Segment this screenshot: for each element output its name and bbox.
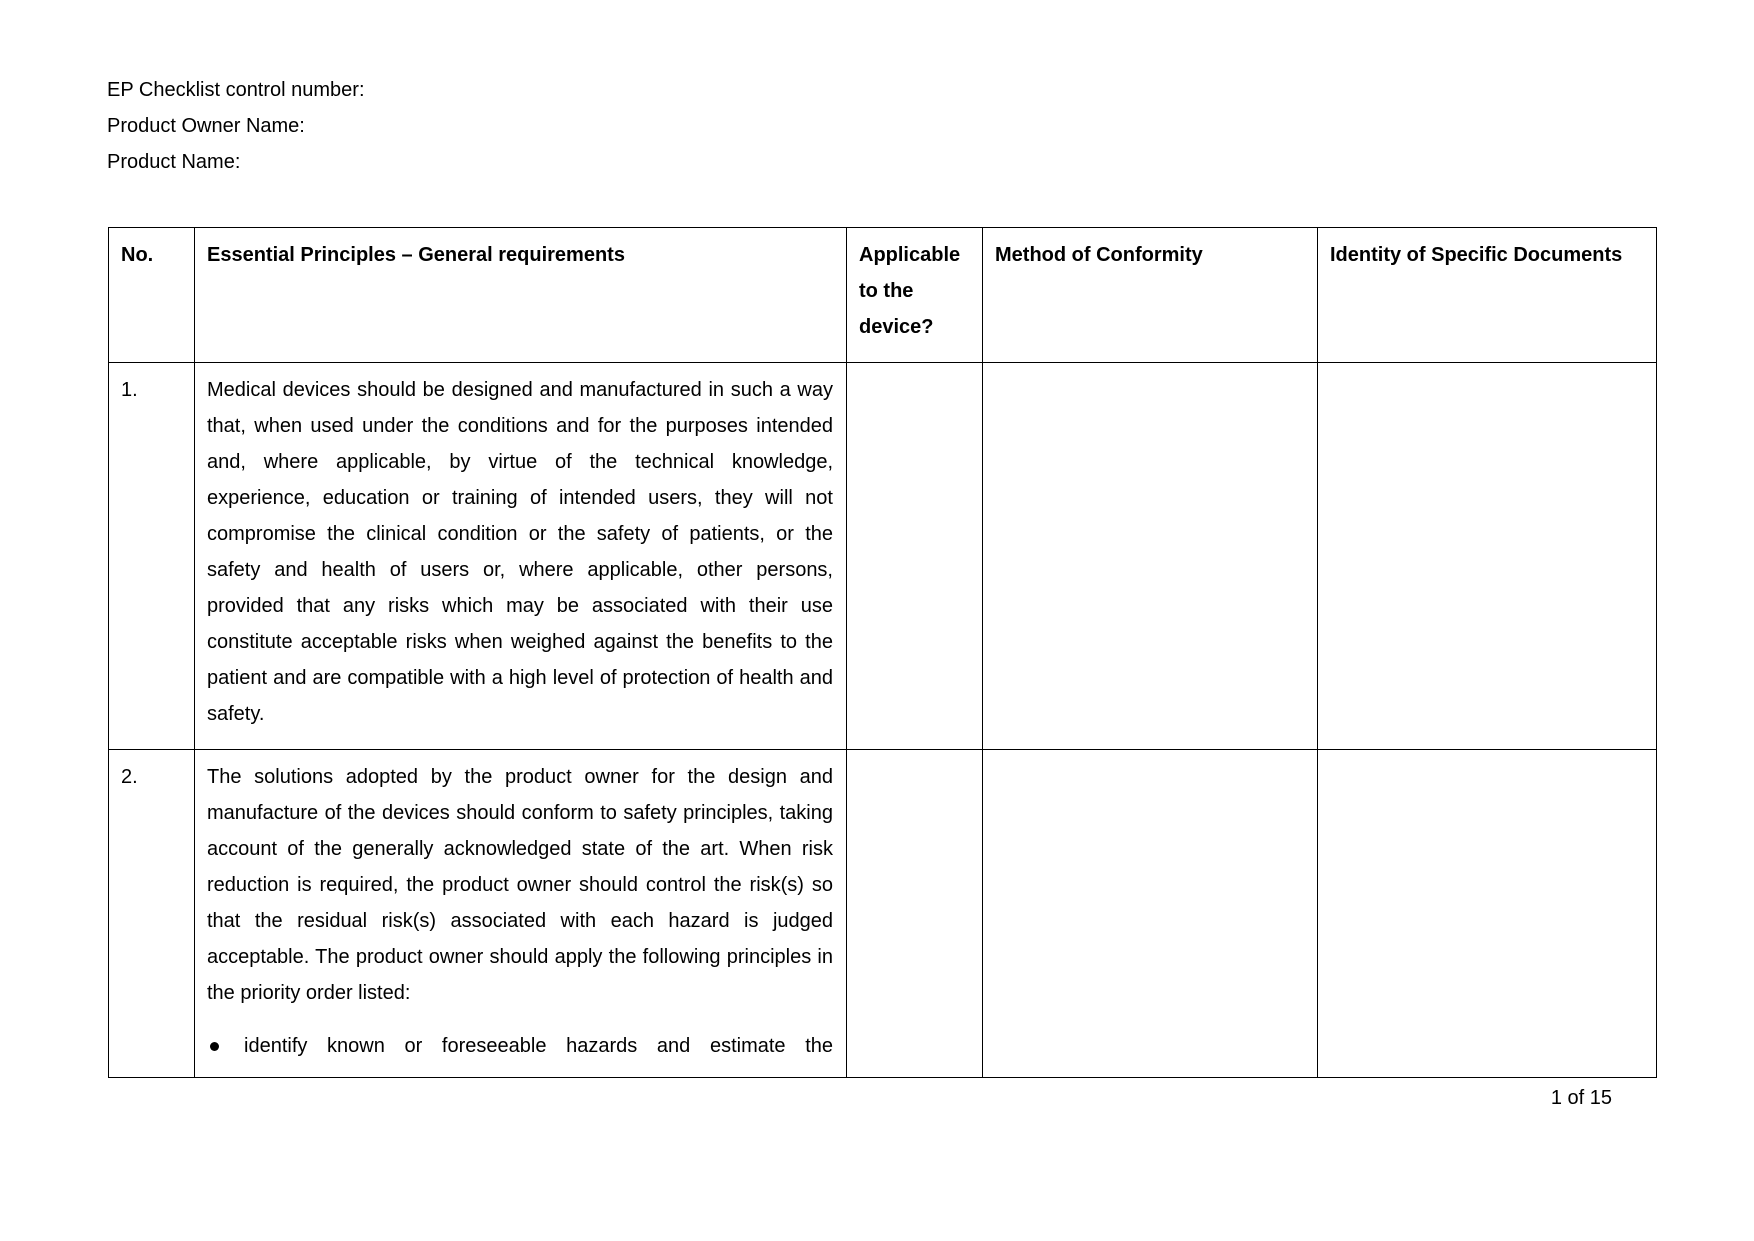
essential-principles-table	[108, 227, 1657, 1078]
applicable-cell[interactable]	[847, 363, 983, 750]
row-number-cell: 2.	[109, 750, 195, 1078]
page-number: 1 of 15	[1550, 1087, 1612, 1109]
documents-cell[interactable]	[1318, 750, 1657, 1078]
header-fields	[107, 72, 365, 180]
bullet-text: identify known or foreseeable hazards and estimate the	[244, 1035, 833, 1057]
product-name-label: Product Name:	[107, 151, 241, 173]
method-cell[interactable]	[983, 750, 1318, 1078]
table-row	[109, 363, 1657, 750]
row-number-cell: 1.	[109, 363, 195, 750]
principle-bullet-list	[207, 1028, 833, 1064]
applicable-cell[interactable]	[847, 750, 983, 1078]
column-header-no: No.	[109, 228, 195, 363]
principle-text-cell	[195, 750, 847, 1078]
control-number-label: EP Checklist control number:	[107, 79, 365, 101]
principle-text-cell	[195, 363, 847, 750]
principle-text: The solutions adopted by the product owner for the design and manufacture of the devices should conform to safety principles, taking account of the generally acknowledged state of the art. When risk reduction is required, the product owner should control the risk(s) so that the residual risk(s) associated with each hazard is judged acceptable. The product owner should apply the following principles in the priority order listed:	[207, 766, 833, 1004]
bullet-icon	[210, 1042, 219, 1051]
column-header-applicable: Applicable to the device?	[847, 228, 983, 363]
column-header-principle: Essential Principles – General requirements	[195, 228, 847, 363]
product-owner-label: Product Owner Name:	[107, 115, 305, 137]
method-cell[interactable]	[983, 363, 1318, 750]
column-header-documents: Identity of Specific Documents	[1318, 228, 1657, 363]
documents-cell[interactable]	[1318, 363, 1657, 750]
principle-text: Medical devices should be designed and manufactured in such a way that, when used under the conditions and for the purposes intended and, where applicable, by virtue of the technical knowledge, experience, education or training of intended users, they will not compromise the clinical condition or the safety of patients, or the safety and health of users or, where applicable, other persons, provided that any risks which may be associated with their use constitute acceptable risks when weighed against the benefits to the patient and are compatible with a high level of protection of health and safety.	[207, 379, 833, 725]
column-header-method: Method of Conformity	[983, 228, 1318, 363]
list-item	[207, 1028, 833, 1064]
table-row	[109, 750, 1657, 1078]
table-header-row	[109, 228, 1657, 363]
